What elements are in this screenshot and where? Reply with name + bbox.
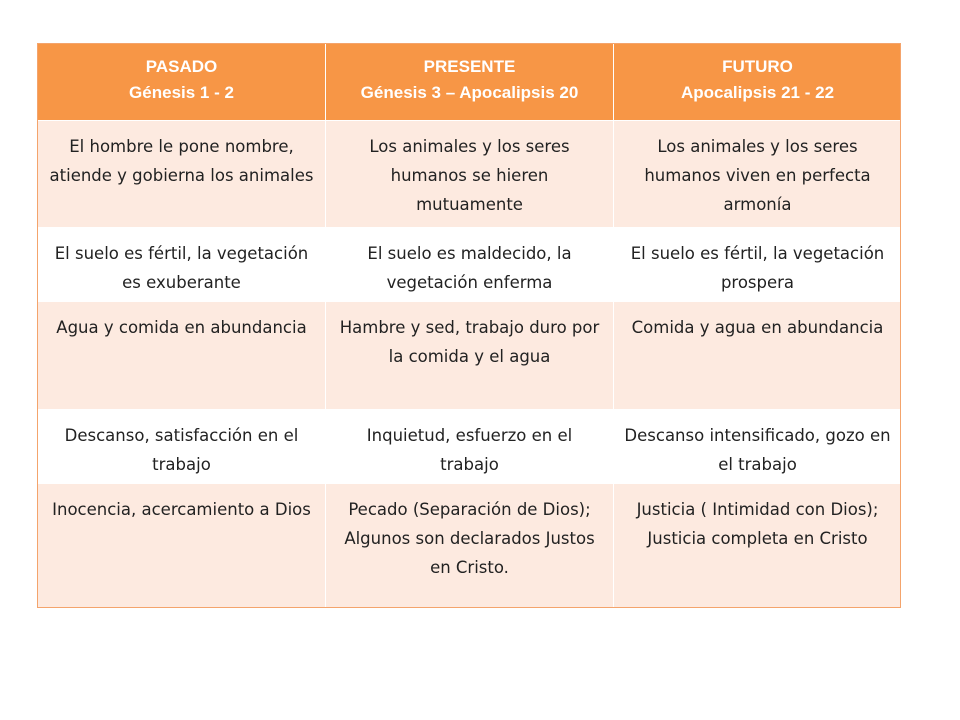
table-cell: Comida y agua en abundancia — [614, 302, 902, 410]
table-row — [38, 410, 902, 484]
table-cell: El suelo es fértil, la vegetación prospera — [614, 228, 902, 302]
table-cell: Los animales y los seres humanos viven en perfecta armonía — [614, 121, 902, 228]
table-cell: Hambre y sed, trabajo duro por la comida y el agua — [326, 302, 614, 410]
table-row — [38, 228, 902, 302]
header-title: PASADO — [145, 57, 218, 76]
table-cell: Descanso, satisfacción en el trabajo — [38, 410, 326, 484]
table-cell: Justicia ( Intimidad con Dios); Justicia completa en Cristo — [614, 484, 902, 609]
header-pasado — [38, 44, 326, 121]
table-cell: Los animales y los seres humanos se hieren mutuamente — [326, 121, 614, 228]
header-futuro — [614, 44, 902, 121]
table-cell: Descanso intensificado, gozo en el trabajo — [614, 410, 902, 484]
header-title: FUTURO — [722, 57, 793, 76]
header-row — [38, 44, 902, 121]
table-cell: El suelo es maldecido, la vegetación enferma — [326, 228, 614, 302]
table-row — [38, 302, 902, 410]
header-subtitle: Génesis 3 – Apocalipsis 20 — [360, 83, 579, 102]
table-row — [38, 484, 902, 609]
table-row — [38, 121, 902, 228]
comparison-table — [37, 43, 902, 609]
header-title: PRESENTE — [423, 57, 516, 76]
header-presente — [326, 44, 614, 121]
table-cell: Inocencia, acercamiento a Dios — [38, 484, 326, 609]
table-cell: El hombre le pone nombre, atiende y gobierna los animales — [38, 121, 326, 228]
header-subtitle: Apocalipsis 21 - 22 — [680, 83, 835, 102]
table-cell: El suelo es fértil, la vegetación es exuberante — [38, 228, 326, 302]
table-cell: Inquietud, esfuerzo en el trabajo — [326, 410, 614, 484]
table-cell: Pecado (Separación de Dios); Algunos son declarados Justos en Cristo. — [326, 484, 614, 609]
header-subtitle: Génesis 1 - 2 — [129, 83, 234, 102]
table-cell: Agua y comida en abundancia — [38, 302, 326, 410]
